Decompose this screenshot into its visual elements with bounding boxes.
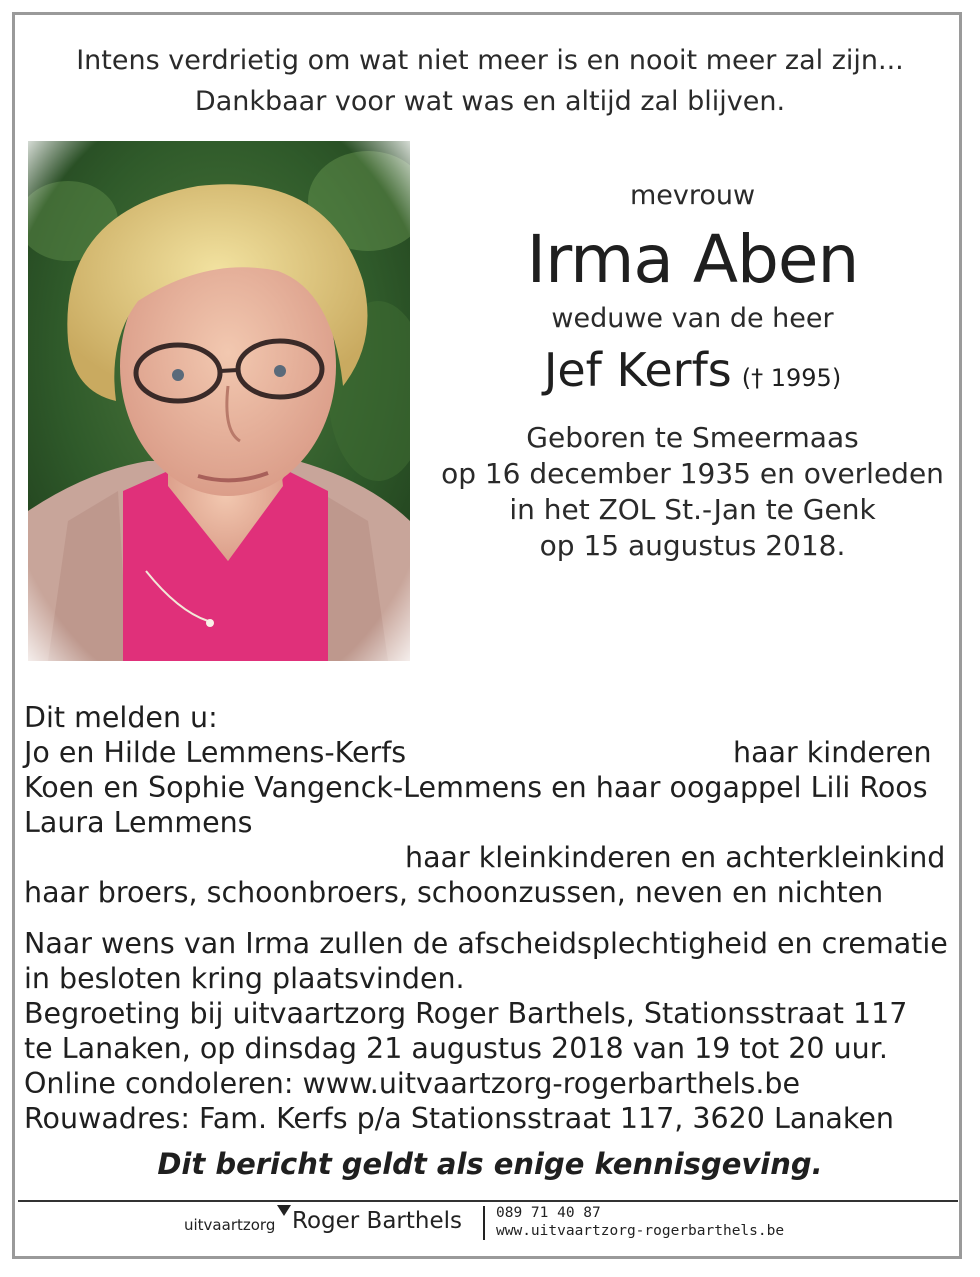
ceremony-details <box>24 926 954 1136</box>
deceased-block <box>425 172 960 564</box>
husband-death: († 1995) <box>741 364 842 392</box>
intro-text <box>0 40 980 122</box>
family-announcement <box>24 700 954 910</box>
husband-name: Jef Kerfs <box>543 343 732 397</box>
portrait-photo <box>28 141 410 661</box>
details-line-1: Naar wens van Irma zullen de afscheidsplechtigheid en crematie <box>24 927 948 960</box>
details-line-5: Online condoleren: www.uitvaartzorg-rogerbarthels.be <box>24 1067 801 1100</box>
husband-line <box>425 338 960 410</box>
siblings-row: haar broers, schoonbroers, schoonzussen, neven en nichten <box>24 876 884 909</box>
born-line-3: in het ZOL St.-Jan te Genk <box>509 493 876 526</box>
widow-of: weduwe van de heer <box>551 303 834 334</box>
grandchildren-relation-row <box>24 840 954 875</box>
announcement-intro: Dit melden u: <box>24 701 218 734</box>
logo-arrow-icon <box>277 1205 291 1216</box>
footer-prefix: uitvaartzorg <box>184 1216 276 1234</box>
footer-phone: 089 71 40 87 <box>496 1205 601 1221</box>
details-line-6: Rouwadres: Fam. Kerfs p/a Stationsstraat 117, 3620 Lanaken <box>24 1102 894 1135</box>
footer-divider <box>18 1200 958 1202</box>
details-line-4: te Lanaken, op dinsdag 21 augustus 2018 van 19 tot 20 uur. <box>24 1032 888 1065</box>
footer-brand: Roger Barthels <box>292 1208 462 1234</box>
born-line-2: op 16 december 1935 en overleden <box>441 457 944 490</box>
deceased-name: Irma Aben <box>526 221 859 298</box>
intro-line-2: Dankbaar voor wat was en altijd zal blijven. <box>194 86 786 117</box>
title-prefix: mevrouw <box>629 180 756 211</box>
children-names: Jo en Hilde Lemmens-Kerfs <box>24 736 407 769</box>
children-row <box>24 735 954 770</box>
born-line-1: Geboren te Smeermaas <box>526 421 859 454</box>
birth-death-details <box>425 420 960 564</box>
details-line-3: Begroeting bij uitvaartzorg Roger Barthels, Stationsstraat 117 <box>24 997 908 1030</box>
grandchild-row-2: Laura Lemmens <box>24 806 253 839</box>
closing-statement: Dit bericht geldt als enige kennisgeving. <box>157 1147 823 1181</box>
born-line-4: op 15 augustus 2018. <box>539 529 846 562</box>
footer-contact <box>496 1204 784 1240</box>
intro-line-1: Intens verdrietig om wat niet meer is en nooit meer zal zijn... <box>76 45 904 76</box>
footer-website: www.uitvaartzorg-rogerbarthels.be <box>496 1223 785 1239</box>
footer-separator <box>483 1206 485 1240</box>
children-relation: haar kinderen <box>733 736 932 769</box>
grandchildren-relation: haar kleinkinderen en achterkleinkind <box>405 841 946 874</box>
details-line-2: in besloten kring plaatsvinden. <box>24 962 465 995</box>
grandchild-row-1: Koen en Sophie Vangenck-Lemmens en haar oogappel Lili Roos <box>24 771 928 804</box>
